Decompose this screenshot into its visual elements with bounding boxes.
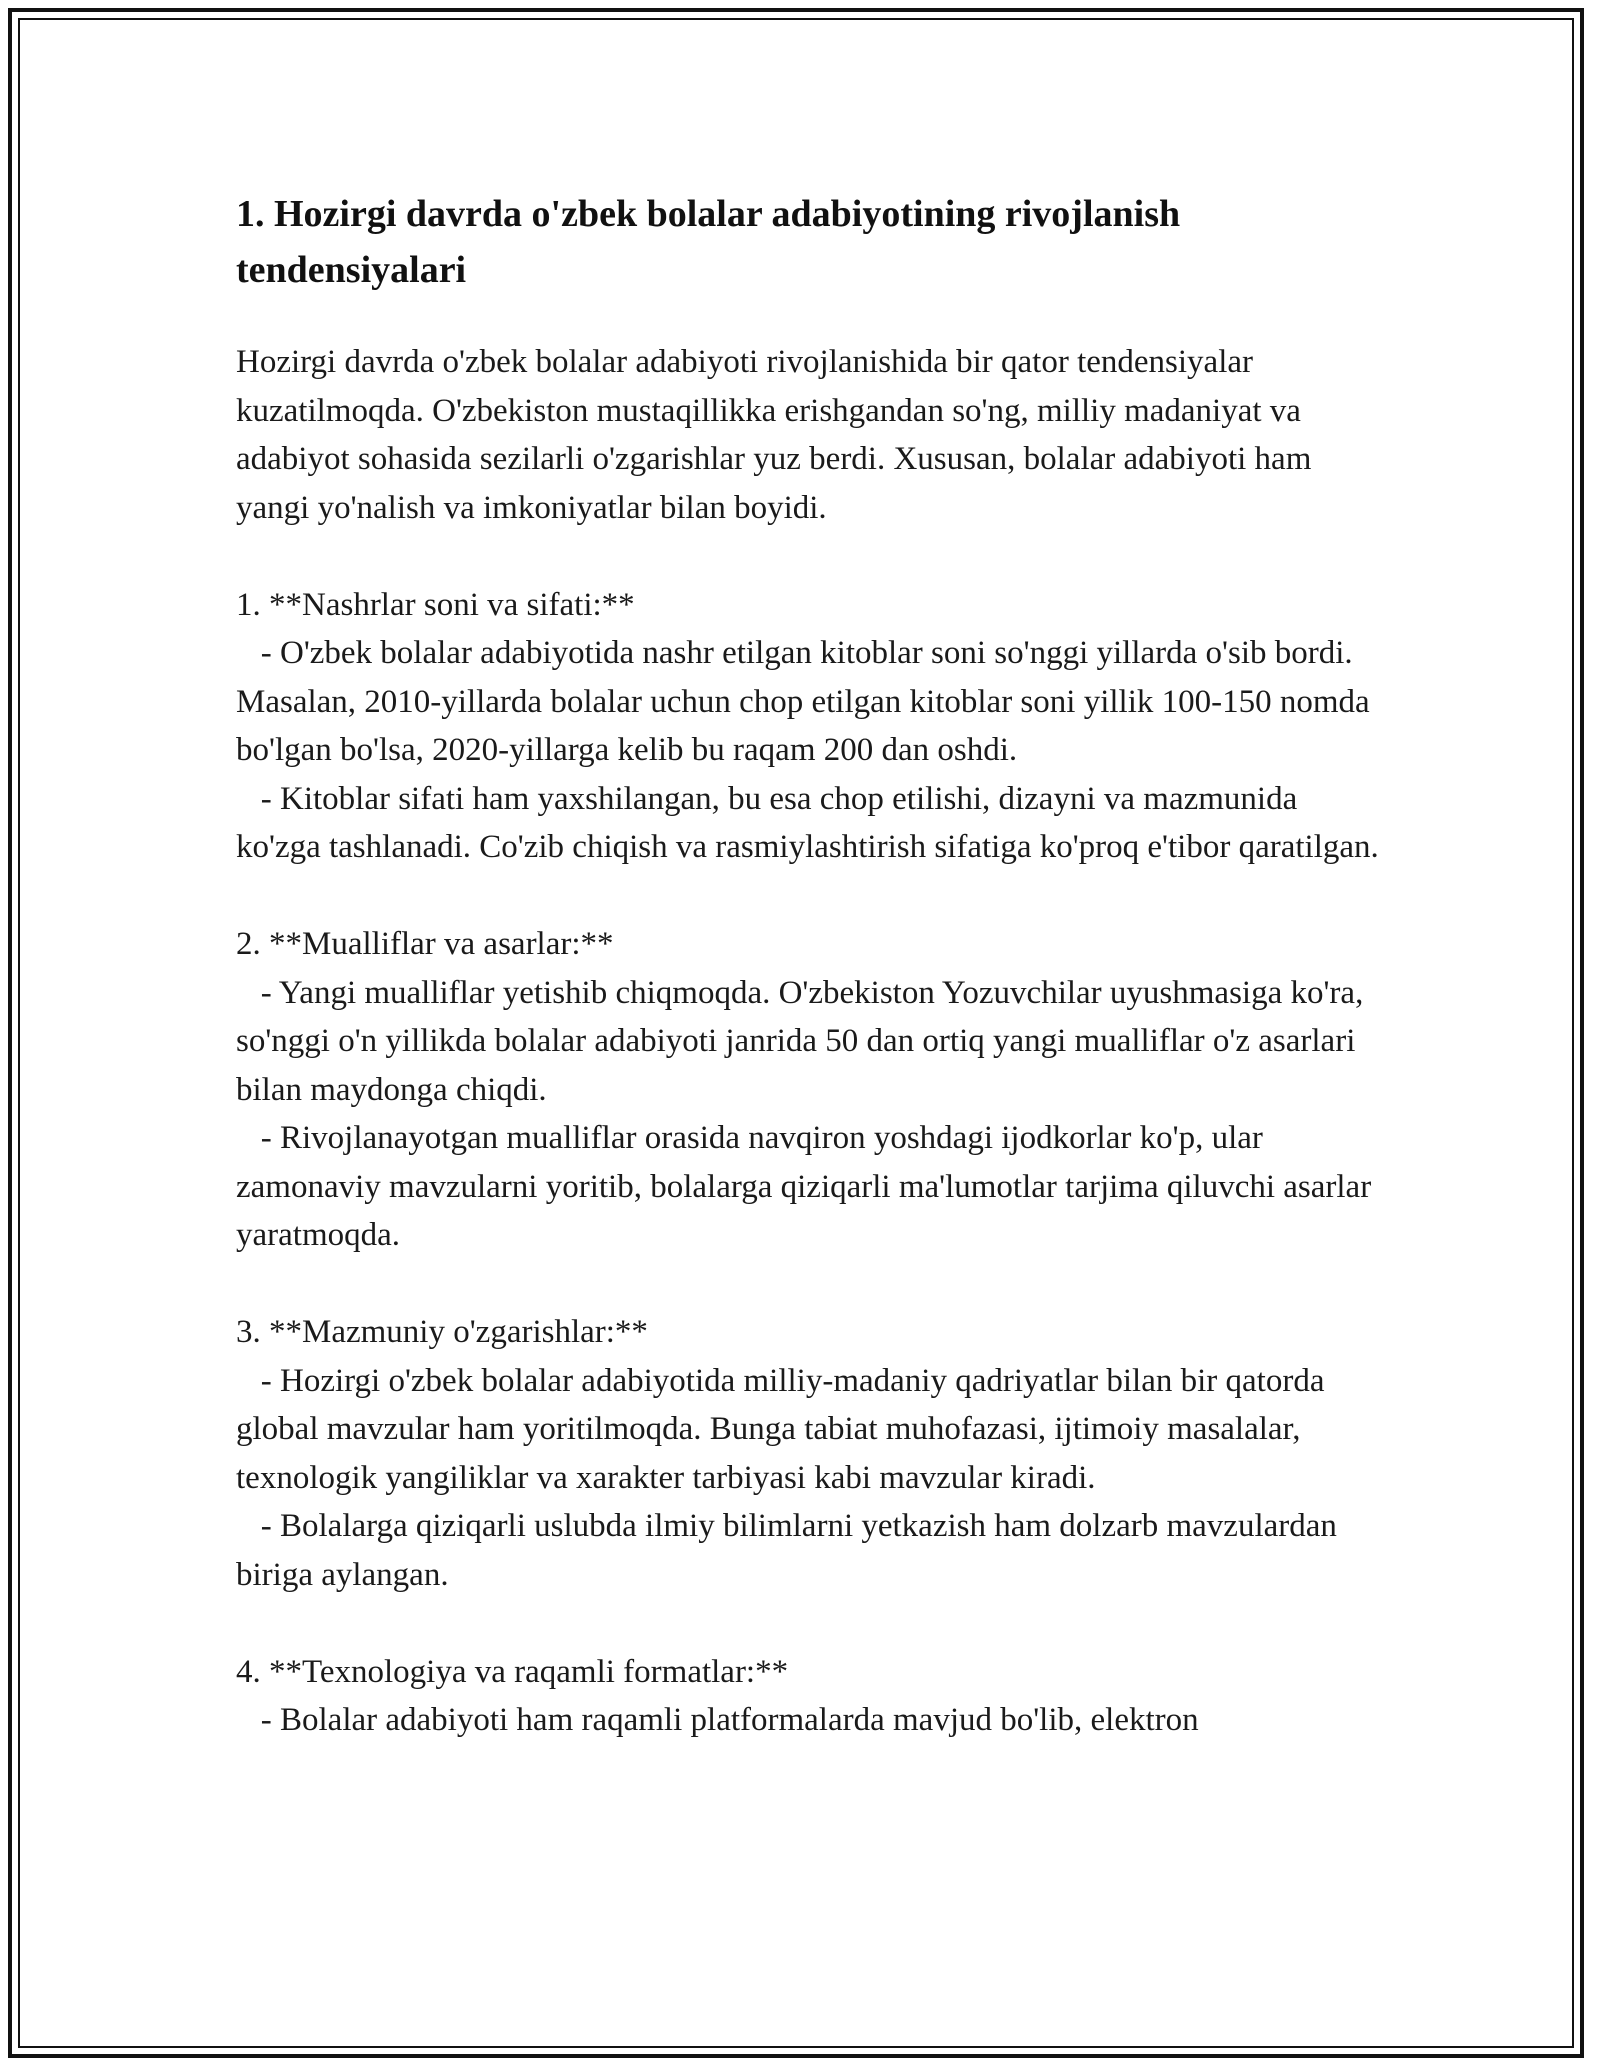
document-content [236,186,1386,1745]
document-body: Hozirgi davrda o'zbek bolalar adabiyoti rivojlanishida bir qator tendensiyalar kuzatilmoqda. O'zbekiston mustaqillikka erishgandan so'ng, milliy madaniyat va adabiyot sohasida sezilarli o'zgarishlar yuz berdi. Xususan, bolalar adabiyoti ham yangi yo'nalish va imkoniyatlar bilan boyidi. 1. **Nashrlar soni va sifati:** - O'zbek bolalar adabiyotida nashr etilgan kitoblar soni so'nggi yillarda o'sib bordi. Masalan, 2010-yillarda bolalar uchun chop etilgan kitoblar soni yillik 100-150 nomda bo'lgan bo'lsa, 2020-yillarga kelib bu raqam 200 dan oshdi. - Kitoblar sifati ham yaxshilangan, bu esa chop etilishi, dizayni va mazmunida ko'zga tashlanadi. Co'zib chiqish va rasmiylashtirish sifatiga ko'proq e'tibor qaratilgan. 2. **Mualliflar va asarlar:** - Yangi mualliflar yetishib chiqmoqda. O'zbekiston Yozuvchilar uyushmasiga ko'ra, so'nggi o'n yillikda bolalar adabiyoti janrida 50 dan ortiq yangi mualliflar o'z asarlari bilan maydonga chiqdi. - Rivojlanayotgan mualliflar orasida navqiron yoshdagi ijodkorlar ko'p, ular zamonaviy mavzularni yoritib, bolalarga qiziqarli ma'lumotlar tarjima qiluvchi asarlar yaratmoqda. 3. **Mazmuniy o'zgarishlar:** - Hozirgi o'zbek bolalar adabiyotida milliy-madaniy qadriyatlar bilan bir qatorda global mavzular ham yoritilmoqda. Bunga tabiat muhofazasi, ijtimoiy masalalar, texnologik yangiliklar va xarakter tarbiyasi kabi mavzular kiradi. - Bolalarga qiziqarli uslubda ilmiy bilimlarni yetkazish ham dolzarb mavzulardan biriga aylangan. 4. **Texnologiya va raqamli formatlar:** - Bolalar adabiyoti ham raqamli platformalarda mavjud bo'lib, elektron [236,344,1379,1738]
document-title: 1. Hozirgi davrda o'zbek bolalar adabiyotining rivojlanish tendensiyalari [236,193,1181,291]
